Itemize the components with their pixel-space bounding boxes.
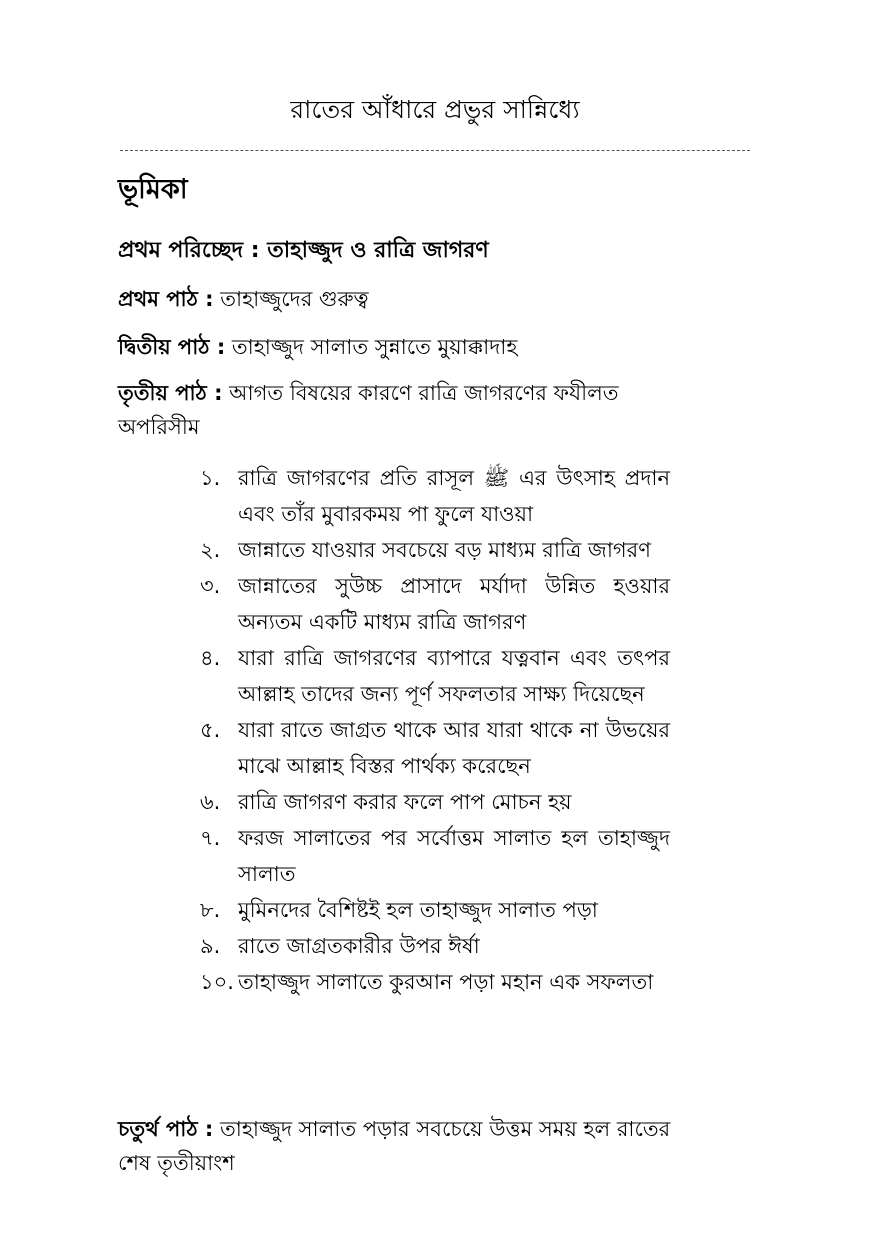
lesson-text: তাহাজ্জুদ সালাত পড়ার সবচেয়ে উত্তম সময় হল রাতের শেষ তৃতীয়াংশ — [118, 1117, 671, 1175]
item-number: ১. — [200, 466, 221, 490]
list-item — [200, 928, 670, 964]
list-item — [200, 640, 670, 712]
dashed-divider — [120, 150, 750, 151]
item-number: ৮. — [200, 898, 221, 922]
list-item — [200, 568, 670, 640]
item-number: ৯. — [200, 934, 221, 958]
lesson-label: তৃতীয় পাঠ : — [118, 381, 223, 405]
list-item — [200, 964, 670, 1000]
item-text: জান্নাতের সুউচ্চ প্রাসাদে মর্যাদা উন্নিত হওয়ার অন্যতম একটি মাধ্যম রাত্রি জাগরণ — [238, 574, 670, 634]
list-item — [200, 712, 670, 784]
item-text: রাত্রি জাগরণের প্রতি রাসূল ﷺ এর উৎসাহ প্রদান এবং তাঁর মুবারকময় পা ফুলে যাওয়া — [238, 466, 670, 526]
item-number: ৬. — [200, 790, 221, 814]
item-number: ২. — [200, 538, 221, 562]
chapter-heading: প্রথম পরিচ্ছেদ : তাহাজ্জুদ ও রাত্রি জাগরণ — [118, 238, 489, 263]
lesson-entry — [118, 330, 678, 364]
lesson-label: চতুর্থ পাঠ : — [118, 1117, 214, 1141]
item-text: যারা রাতে জাগ্রত থাকে আর যারা থাকে না উভয়ের মাঝে আল্লাহ বিস্তর পার্থক্য করেছেন — [238, 718, 670, 778]
item-text: তাহাজ্জুদ সালাতে কুরআন পড়া মহান এক সফলতা — [238, 970, 654, 994]
section-heading: ভূমিকা — [118, 174, 188, 205]
item-text: মুমিনদের বৈশিষ্টই হল তাহাজ্জুদ সালাত পড়া — [238, 898, 598, 922]
lesson-text: তাহাজ্জুদ সালাত সুন্নাতে মুয়াক্কাদাহ — [231, 335, 518, 359]
item-text: জান্নাতে যাওয়ার সবচেয়ে বড় মাধ্যম রাত্রি জাগরণ — [238, 538, 651, 562]
lesson-entry — [118, 376, 678, 444]
lesson-entry — [118, 282, 678, 316]
lesson-entry — [118, 1112, 678, 1180]
lesson-label: দ্বিতীয় পাঠ : — [118, 335, 226, 359]
lesson-text: আগত বিষয়ের কারণে রাত্রি জাগরণের ফযীলত অপরিসীম — [118, 381, 619, 439]
document-title: রাতের আঁধারে প্রভুর সান্নিধ্যে — [290, 95, 580, 124]
item-number: ১০. — [200, 970, 234, 994]
lesson-text: তাহাজ্জুদের গুরুত্ব — [220, 287, 369, 311]
list-item — [200, 784, 670, 820]
item-text: রাতে জাগ্রতকারীর উপর ঈর্ষা — [238, 934, 480, 958]
list-item — [200, 820, 670, 892]
topic-list — [200, 460, 670, 1000]
list-item — [200, 460, 670, 532]
item-number: ৫. — [200, 718, 221, 742]
item-number: ৭. — [200, 826, 221, 850]
list-item — [200, 892, 670, 928]
item-text: রাত্রি জাগরণ করার ফলে পাপ মোচন হয় — [238, 790, 572, 814]
item-number: ৪. — [200, 646, 221, 670]
item-text: ফরজ সালাতের পর সর্বোত্তম সালাত হল তাহাজ্জুদ সালাত — [238, 826, 670, 886]
lesson-label: প্রথম পাঠ : — [118, 287, 214, 311]
item-number: ৩. — [200, 574, 221, 598]
list-item — [200, 532, 670, 568]
item-text: যারা রাত্রি জাগরণের ব্যাপারে যত্নবান এবং তৎপর আল্লাহ তাদের জন্য পূর্ণ সফলতার সাক্ষ্য দিয়েছেন — [238, 646, 670, 706]
